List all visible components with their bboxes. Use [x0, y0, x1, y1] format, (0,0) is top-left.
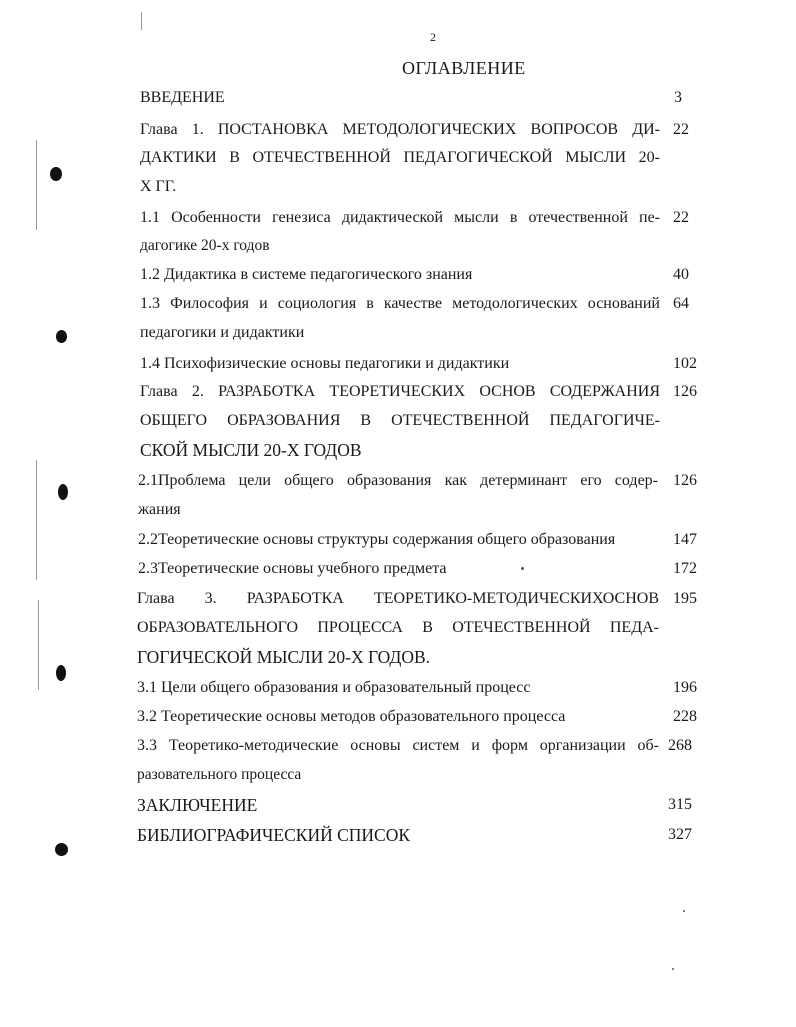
page-number: 2 — [430, 30, 436, 44]
toc-chapter-2-line-3: СКОЙ МЫСЛИ 20-Х ГОДОВ — [140, 440, 362, 460]
page-title: ОГЛАВЛЕНИЕ — [402, 58, 526, 78]
punch-hole-mark — [55, 843, 68, 856]
toc-section-1-1-page: 22 — [673, 209, 689, 226]
toc-section-2-2-page: 147 — [673, 531, 697, 548]
dust-speck — [521, 567, 524, 570]
scan-streak — [36, 140, 37, 230]
toc-chapter-3-page: 195 — [673, 590, 697, 607]
toc-chapter-2-line-2: ОБЩЕГО ОБРАЗОВАНИЯ В ОТЕЧЕСТВЕННОЙ ПЕДАГОГИЧЕ- — [140, 412, 660, 429]
toc-section-2-3: 2.3Теоретические основы учебного предмета — [138, 560, 447, 577]
toc-bibliography-page: 327 — [668, 826, 692, 843]
toc-section-1-1-line-1: 1.1 Особенности генезиса дидактической мысли в отечественной пе- — [140, 209, 660, 226]
punch-hole-mark — [58, 484, 68, 500]
toc-section-3-3-line-2: разовательного процесса — [137, 766, 302, 783]
toc-section-1-2-page: 40 — [673, 266, 689, 283]
toc-chapter-3-line-2: ОБРАЗОВАТЕЛЬНОГО ПРОЦЕССА В ОТЕЧЕСТВЕННОЙ ПЕДА- — [137, 619, 659, 636]
toc-intro: ВВЕДЕНИЕ — [140, 89, 225, 106]
toc-section-3-2-page: 228 — [673, 708, 697, 725]
toc-section-1-2: 1.2 Дидактика в системе педагогического знания — [140, 266, 473, 283]
toc-section-1-3-page: 64 — [673, 295, 689, 312]
toc-section-2-3-page: 172 — [673, 560, 697, 577]
toc-chapter-3-line-3: ГОГИЧЕСКОЙ МЫСЛИ 20-Х ГОДОВ. — [137, 647, 431, 667]
toc-section-1-4: 1.4 Психофизические основы педагогики и дидактики — [140, 355, 510, 372]
dust-speck — [672, 968, 674, 970]
toc-section-3-1: 3.1 Цели общего образования и образовательный процесс — [137, 679, 531, 696]
toc-chapter-1-page: 22 — [673, 121, 689, 138]
toc-conclusion: ЗАКЛЮЧЕНИЕ — [137, 795, 258, 815]
toc-section-1-1-line-2: дагогике 20-х годов — [140, 237, 270, 254]
toc-section-3-1-page: 196 — [673, 679, 697, 696]
toc-section-1-3-line-1: 1.3 Философия и социология в качестве методологических оснований — [140, 295, 660, 312]
punch-hole-mark — [50, 167, 62, 181]
dust-speck — [683, 910, 685, 912]
punch-hole-mark — [56, 665, 66, 681]
scan-streak — [36, 460, 37, 580]
toc-section-2-1-line-2: жания — [138, 501, 181, 518]
toc-section-1-3-line-2: педагогики и дидактики — [140, 324, 305, 341]
toc-section-2-2: 2.2Теоретические основы структуры содержания общего образования — [138, 531, 616, 548]
toc-chapter-2-page: 126 — [673, 383, 697, 400]
toc-chapter-2-line-1: Глава 2. РАЗРАБОТКА ТЕОРЕТИЧЕСКИХ ОСНОВ СОДЕРЖАНИЯ — [140, 383, 660, 400]
toc-section-3-2: 3.2 Теоретические основы методов образовательного процесса — [137, 708, 566, 725]
scan-streak — [141, 12, 142, 30]
toc-chapter-1-line-2: ДАКТИКИ В ОТЕЧЕСТВЕННОЙ ПЕДАГОГИЧЕСКОЙ МЫСЛИ 20- — [140, 149, 660, 166]
scan-streak — [38, 600, 39, 690]
toc-bibliography: БИБЛИОГРАФИЧЕСКИЙ СПИСОК — [137, 825, 411, 845]
toc-conclusion-page: 315 — [668, 796, 692, 813]
punch-hole-mark — [56, 330, 67, 343]
toc-intro-page: 3 — [674, 89, 682, 106]
toc-section-3-3-line-1: 3.3 Теоретико-методические основы систем и форм организации об- — [137, 737, 659, 754]
toc-section-2-1-page: 126 — [673, 472, 697, 489]
toc-chapter-1-line-3: Х ГГ. — [140, 178, 177, 195]
toc-chapter-1-line-1: Глава 1. ПОСТАНОВКА МЕТОДОЛОГИЧЕСКИХ ВОПРОСОВ ДИ- — [140, 121, 660, 138]
toc-section-3-3-page: 268 — [668, 737, 692, 754]
toc-chapter-3-line-1: Глава 3. РАЗРАБОТКА ТЕОРЕТИКО-МЕТОДИЧЕСКИХОСНОВ — [137, 590, 659, 607]
toc-section-2-1-line-1: 2.1Проблема цели общего образования как детерминант его содер- — [138, 472, 658, 489]
toc-section-1-4-page: 102 — [673, 355, 697, 372]
